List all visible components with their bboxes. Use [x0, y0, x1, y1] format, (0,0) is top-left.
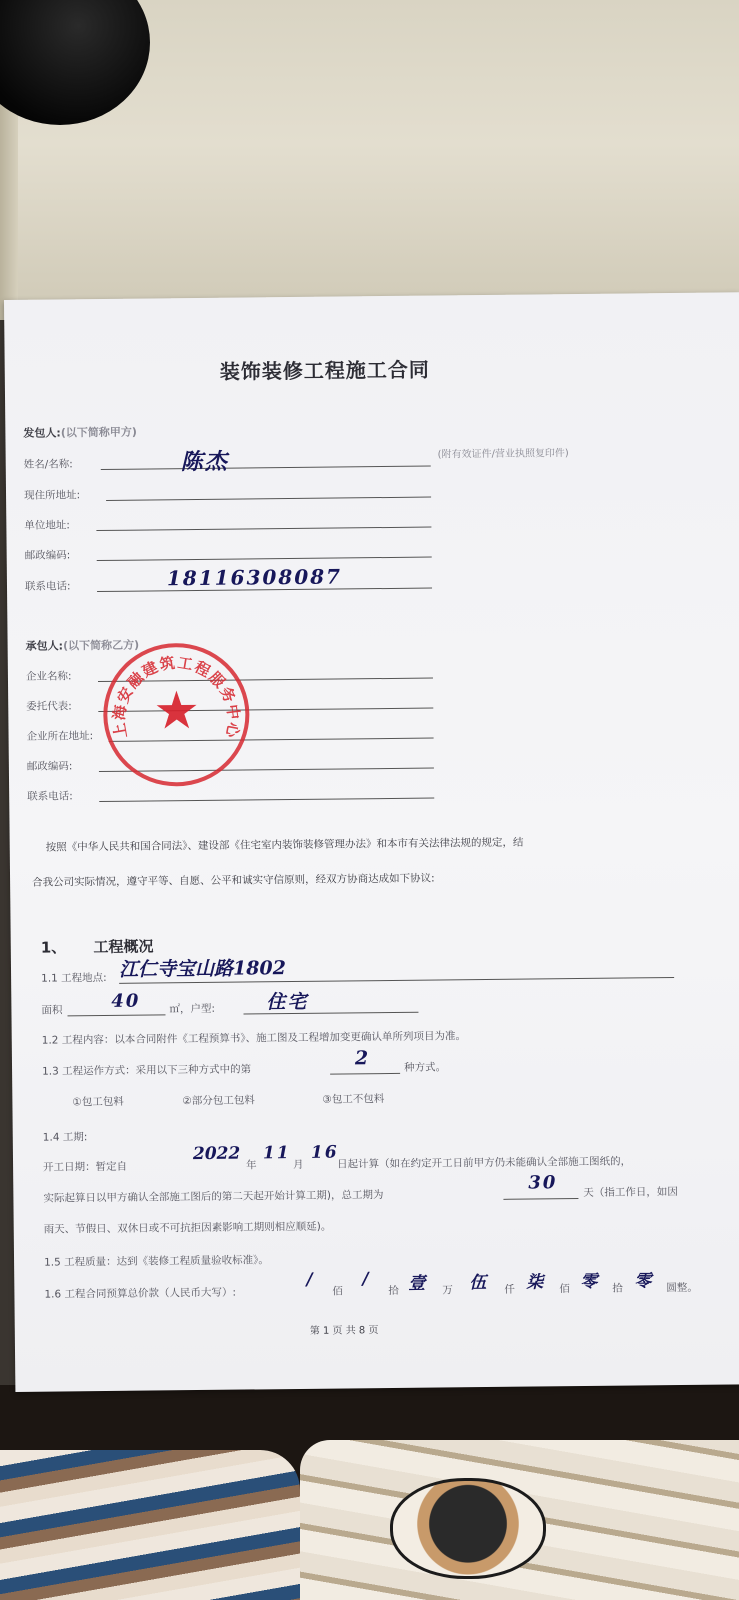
location-label: 1.1 工程地点: [41, 971, 107, 985]
method-prefix: 1.3 工程运作方式：采用以下三种方式中的第 [42, 1063, 252, 1078]
agent-label: 委托代表: [26, 700, 72, 713]
area-unit: ㎡，户型: [169, 1002, 216, 1016]
method-line [330, 1073, 400, 1075]
section-1-number: 1、 [40, 938, 67, 957]
price-digit-3: 壹 [408, 1273, 428, 1294]
location-value: 江仁寺宝山路1802 [118, 957, 287, 981]
price-digit-2: / [362, 1269, 371, 1290]
preamble-line-1: 按照《中华人民共和国合同法》、建设部《住宅室内装饰装修管理办法》和本市有关法律法规的规定，结 [45, 836, 524, 854]
price-digit-4: 伍 [469, 1272, 489, 1294]
page-footer: 第 1 页 共 8 页 [309, 1325, 379, 1337]
name-value: 陈杰 [180, 448, 229, 476]
party-b-note: (以下简称乙方) [62, 638, 140, 653]
party-b-phone-label: 联系电话: [27, 790, 73, 803]
quality-text: 1.5 工程质量：达到《装修工程质量验收标准》。 [44, 1254, 269, 1269]
seal-text: 上海安融建筑工程服务中心 [109, 653, 243, 741]
start-month: 11 [262, 1143, 291, 1164]
document-title: 装饰装修工程施工合同 [219, 357, 430, 384]
monkey-print [390, 1478, 546, 1579]
work-address-line [96, 527, 431, 532]
contract-page [4, 292, 739, 1392]
price-unit-6: 拾 [612, 1282, 623, 1295]
option-1: ①包工包料 [72, 1095, 124, 1109]
company-label: 企业名称: [25, 670, 72, 683]
striped-fabric [0, 1450, 300, 1600]
party-a-heading [23, 424, 137, 441]
postcode-line [97, 557, 432, 562]
company-seal [103, 642, 250, 787]
start-prefix: 开工日期：暂定自 [43, 1160, 128, 1174]
party-a-label: 发包人: [23, 426, 61, 440]
price-unit-4: 仟 [504, 1283, 515, 1296]
price-digit-7: 零 [634, 1271, 654, 1292]
year-char: 年 [246, 1159, 257, 1172]
party-b-postcode-label: 邮政编码: [26, 760, 73, 773]
price-unit-2: 拾 [388, 1284, 399, 1298]
preamble-line-2: 合我公司实际情况，遵守平等、自愿、公平和诚实守信原则，经双方协商达成如下协议: [32, 872, 435, 889]
content-text: 1.2 工程内容：以本合同附件《工程预算书》、施工图及工程增加变更确认单所列项目为准。 [41, 1030, 467, 1047]
party-b-label: 承包人: [25, 639, 64, 653]
option-3: ③包工不包料 [322, 1093, 385, 1106]
price-digit-5: 柒 [526, 1272, 546, 1293]
price-digit-6: 零 [580, 1271, 600, 1293]
name-note: (附有效证件/营业执照复印件) [437, 448, 569, 461]
area-value: 40 [111, 990, 141, 1012]
schedule-label: 1.4 工期: [42, 1131, 88, 1144]
price-unit-3: 万 [442, 1284, 453, 1297]
phone-label: 联系电话: [24, 580, 71, 593]
party-a-note: (以下简称甲方) [60, 425, 137, 440]
work-address-label: 单位地址: [24, 519, 70, 532]
area-line [67, 1014, 165, 1016]
price-prefix: 1.6 工程合同预算总价款（人民币大写）: [44, 1286, 237, 1301]
residence-line [106, 497, 431, 501]
phone-value: 18116308087 [166, 564, 343, 591]
schedule-line-3: 雨天、节假日、双休日或不可抗拒因素影响工期则相应顺延)。 [43, 1220, 332, 1236]
name-line [101, 466, 431, 470]
price-digit-1: / [306, 1269, 315, 1290]
method-suffix: 种方式。 [403, 1061, 447, 1074]
price-unit-5: 佰 [559, 1283, 570, 1296]
total-days-line [503, 1198, 578, 1200]
party-b-phone-line [99, 798, 434, 803]
house-type-value: 住宅 [266, 990, 309, 1014]
start-year: 2022 [192, 1143, 241, 1165]
schedule-line-2-prefix: 实际起算日以甲方确认全部施工图后的第二天起开始计算工期)，总工期为 [43, 1189, 384, 1205]
residence-label: 现住所地址: [23, 489, 81, 502]
name-label: 姓名/名称: [23, 458, 73, 471]
total-days-value: 30 [528, 1172, 558, 1194]
price-unit-7: 圆整。 [666, 1281, 698, 1295]
month-char: 月 [293, 1158, 304, 1172]
seal-star-icon: ★ [153, 680, 201, 742]
start-day: 16 [310, 1142, 339, 1163]
start-suffix: 日起计算（如在约定开工日前甲方仍未能确认全部施工图纸的， [337, 1155, 632, 1171]
schedule-line-2-suffix: 天（指工作日，如因 [583, 1185, 678, 1199]
price-unit-1: 佰 [332, 1285, 343, 1298]
method-value: 2 [354, 1047, 371, 1070]
company-address-label: 企业所在地址: [26, 730, 94, 743]
option-2: ②部分包工包料 [182, 1094, 255, 1108]
section-1-title: 工程概况 [93, 937, 154, 957]
postcode-label: 邮政编码: [24, 549, 71, 562]
area-label: 面积 [41, 1004, 63, 1017]
